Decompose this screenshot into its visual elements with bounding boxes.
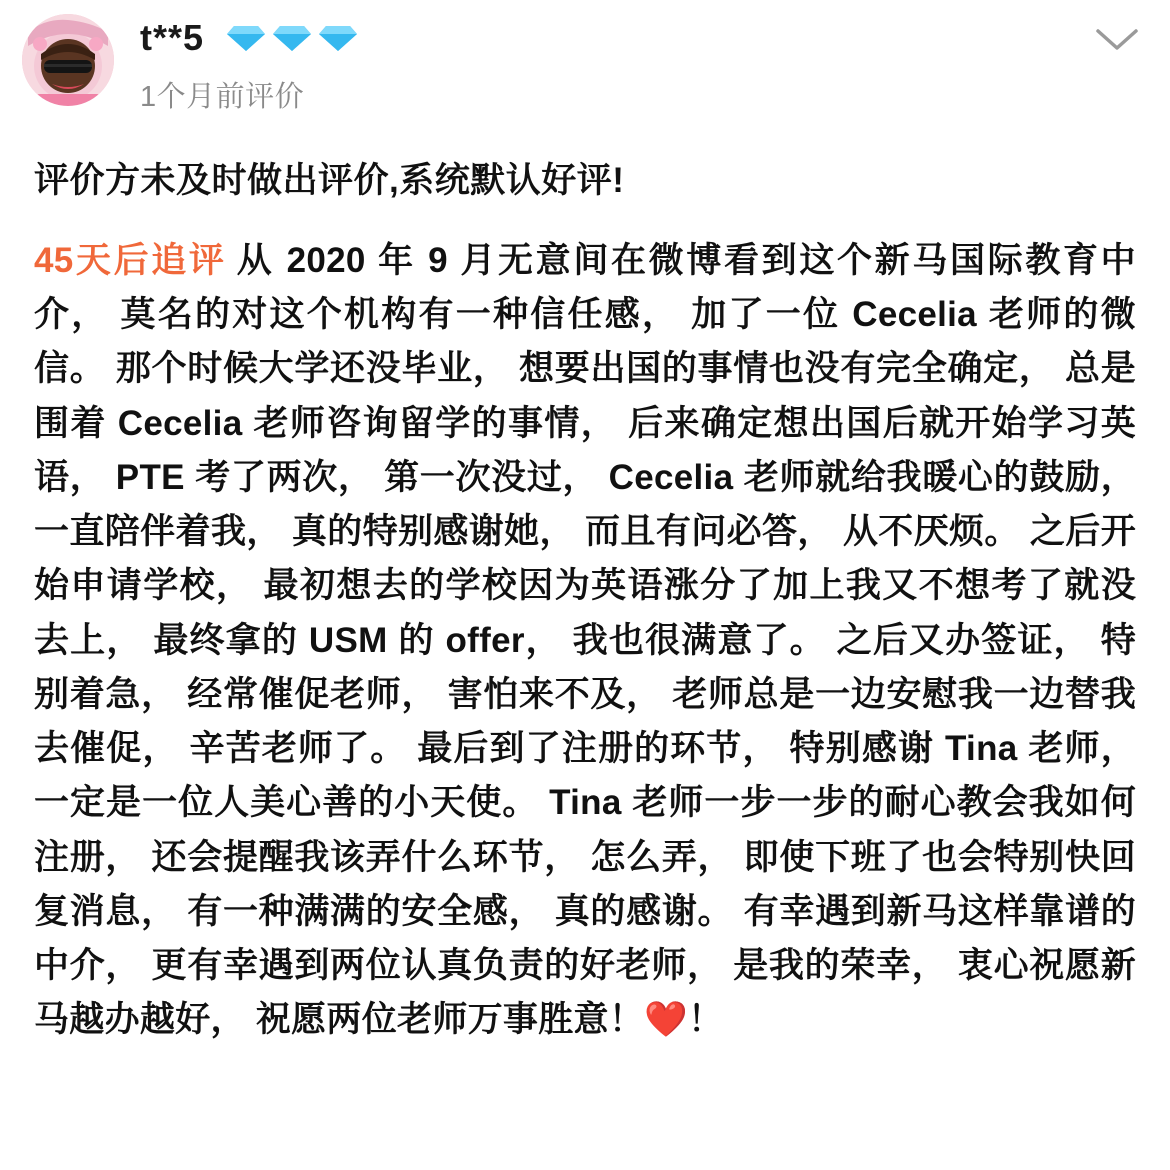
header-text bbox=[140, 14, 364, 115]
review-header bbox=[0, 0, 1170, 115]
followup-tag: 45天后追评 bbox=[34, 240, 227, 280]
reviewer-username: t**5 bbox=[140, 17, 205, 58]
review-timestamp: 1个月前评价 bbox=[140, 80, 305, 113]
review-body bbox=[0, 115, 1170, 1048]
badge-group bbox=[226, 23, 364, 53]
avatar[interactable] bbox=[22, 14, 114, 106]
chevron-down-icon[interactable] bbox=[1094, 24, 1140, 54]
name-row bbox=[140, 18, 364, 58]
diamond-badge-icon bbox=[226, 23, 266, 53]
auto-praise-text: 评价方未及时做出评价,系统默认好评! bbox=[34, 160, 625, 200]
followup-text: 从 2020 年 9 月无意间在微博看到这个新马国际教育中介， 莫名的对这个机构有一种信任感， 加了一位 Cecelia 老师的微信。 那个时候大学还没毕业， 想要出国的事情也没有完全确定， 总是围着 Cecelia 老师咨询留学的事情， 后来确定想出国后就开始学习英语， PTE 考了两次， 第一次没过， Cecelia 老师就给我暖心的鼓励， 一直陪伴着我， 真的特别感谢她， 而且有问必答， 从不厌烦。 之后开始申请学校， 最初想去的学校因为英语涨分了加上我又不想考了就没去上， 最终拿的 USM 的 offer， 我也很满意了。 之后又办签证， 特别着急， 经常催促老师， 害怕来不及， 老师总是一边安慰我一边替我去催促， 辛苦老师了。 最后到了注册的环节， 特别感谢 Tina 老师， 一定是一位人美心善的小天使。 Tina 老师一步一步的耐心教会我如何注册， 还会提醒我该弄什么环节， 怎么弄， 即使下班了也会特别快回复消息， 有一种满满的安全感， 真的感谢。 有幸遇到新马这样靠谱的中介， 更有幸遇到两位认真负责的好老师， 是我的荣幸， 衷心祝愿新马越办越好， 祝愿两位老师万事胜意！ bbox=[34, 240, 1136, 1040]
followup-suffix: ！ bbox=[688, 1000, 724, 1040]
diamond-badge-icon bbox=[318, 23, 358, 53]
followup-review-paragraph bbox=[34, 234, 1136, 1048]
heart-emoji-icon: ❤️ bbox=[644, 1000, 689, 1040]
diamond-badge-icon bbox=[272, 23, 312, 53]
